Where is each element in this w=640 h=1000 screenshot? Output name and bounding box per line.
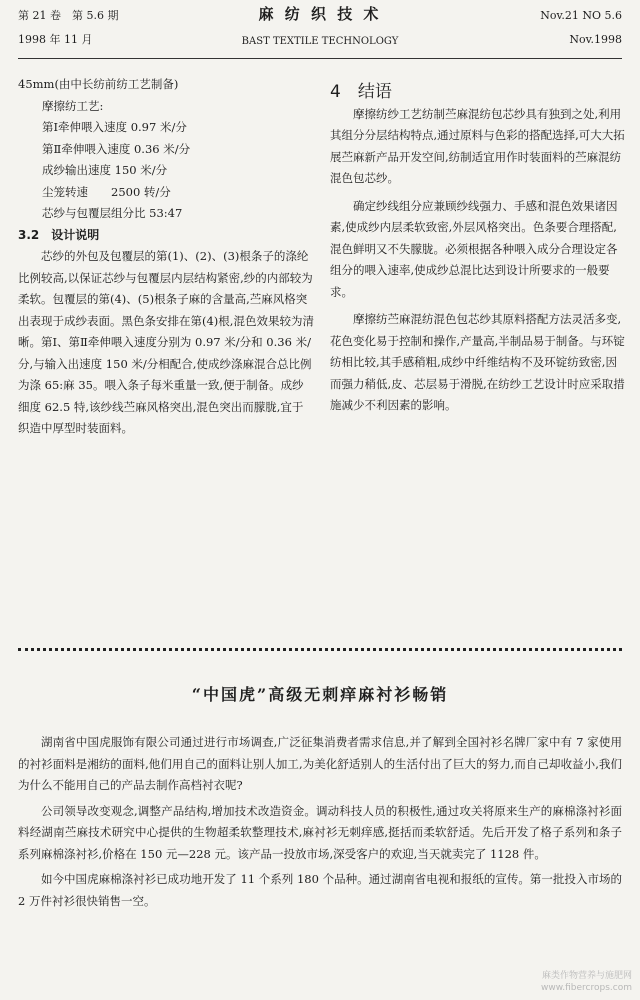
body-paragraph: 摩擦纺纱工艺纺制苎麻混纺包芯纱具有独到之处,利用其组分分层结构特点,通过原料与色彩的搭配选择,可大大拓展苎麻新产品开发空间,纺制适宜用作时装面料的苎麻混纺混色包芯纱。 bbox=[330, 106, 625, 185]
header-rule bbox=[18, 58, 622, 59]
journal-title-cn: 麻 纺 织 技 术 bbox=[258, 5, 382, 23]
text-line: 45mm(由中长纺前纺工艺制备) bbox=[18, 77, 179, 91]
left-column bbox=[18, 74, 314, 440]
volume-issue: 第 21 卷 第 5.6 期 bbox=[18, 9, 119, 22]
journal-title-en: BAST TEXTILE TECHNOLOGY bbox=[241, 36, 399, 47]
body-paragraph: 湖南省中国虎服饰有限公司通过进行市场调查,广泛征集消费者需求信息,并了解到全国衬衫名牌厂家中有 7 家使用的衬衫面料是湘纺的面料,他们用自己的面料让别人加工,为美化舒适别人的生活付出了巨大的努力,而自己却收益小,我们为什么不能用自己的产品去制作高档衬衣呢? bbox=[18, 735, 622, 792]
watermark-line: 麻类作物营养与施肥网 bbox=[541, 971, 632, 981]
param-line: 尘笼转速 2500 转/分 bbox=[42, 184, 171, 199]
watermark bbox=[541, 970, 632, 994]
param-line: 第Ⅰ牵伸喂入速度 0.97 米/分 bbox=[42, 120, 187, 134]
body-paragraph: 芯纱的外包及包覆层的第(1)、(2)、(3)根条子的涤纶比例较高,以保证芯纱与包覆层内层结构紧密,纱的内部较为柔软。包覆层的第(4)、(5)根条子麻的含量高,苎麻风格突出表现于成纱表面。黑色条安排在第(4)根,混色效果较为清晰。第Ⅰ、第Ⅱ牵伸喂入速度分别为 0.97 米/分和 0.36 米/分,与输入出速度 150 米/分相配合,使成纱涤麻混合总比例为涤 65:麻 35。喂入条子每米重量一致,便于制备。成纱细度 62.5 特,该纱线苎麻风格突出,混色突出而朦胧,宜于织造中厚型时装面料。 bbox=[18, 249, 314, 435]
date-en: Nov.1998 bbox=[569, 33, 622, 46]
param-line: 第Ⅱ牵伸喂入速度 0.36 米/分 bbox=[42, 141, 191, 156]
watermark-line: www.fibercrops.com bbox=[541, 983, 632, 993]
article-title: “中国虎”高级无刺痒麻衬衫畅销 bbox=[191, 685, 449, 704]
journal-header bbox=[18, 5, 622, 60]
article-body bbox=[18, 732, 622, 916]
date-cn: 1998 年 11 月 bbox=[18, 33, 93, 46]
param-line: 成纱输出速度 150 米/分 bbox=[42, 163, 168, 177]
section-heading: 4 结语 bbox=[330, 82, 392, 102]
body-paragraph: 确定纱线组分应兼顾纱线强力、手感和混色效果诸因素,使成纱内层柔软致密,外层风格突出。色条要合理搭配,混色鲜明又不失朦胧。必须根据各种喂入成分合理设定各组分的喂入速率,使成纱总混比达到设计所要求的一般要求。 bbox=[330, 198, 618, 299]
section-heading: 3.2 设计说明 bbox=[18, 227, 100, 242]
dotted-separator bbox=[18, 648, 622, 651]
body-paragraph: 公司领导改变观念,调整产品结构,增加技术改造资金。调动科技人员的积极性,通过攻关将原来生产的麻棉涤衬衫面料经湖南苎麻技术研究中心提供的生物超柔软整理技术,麻衬衫无刺痒感,挺括而柔软舒适。先后开发了格子系列和条子系列麻棉涤衬衫,价格在 150 元—228 元。该产品一投放市场,深受客户的欢迎,当天就卖完了 1128 件。 bbox=[18, 803, 622, 861]
right-column bbox=[330, 82, 626, 423]
param-line: 芯纱与包覆层组分比 53:47 bbox=[42, 206, 183, 220]
body-paragraph: 如今中国虎麻棉涤衬衫已成功地开发了 11 个系列 180 个品种。通过湖南省电视和报纸的宣传。第一批投入市场的 2 万件衬衫很快销售一空。 bbox=[18, 872, 622, 908]
friction-title: 摩擦纺工艺: bbox=[42, 98, 104, 113]
body-paragraph: 摩擦纺苎麻混纺混色包芯纱其原料搭配方法灵活多变,花色变化易于控制和操作,产量高,半制品易于制备。与环锭纺相比较,其手感稍粗,成纱中纤维结构不及环锭纺致密,因而强力稍低,皮、芯层易于滑脱,在纺纱工艺设计时应采取措施减少不利因素的影响。 bbox=[330, 312, 625, 412]
issue-en: Nov.21 NO 5.6 bbox=[540, 9, 622, 22]
